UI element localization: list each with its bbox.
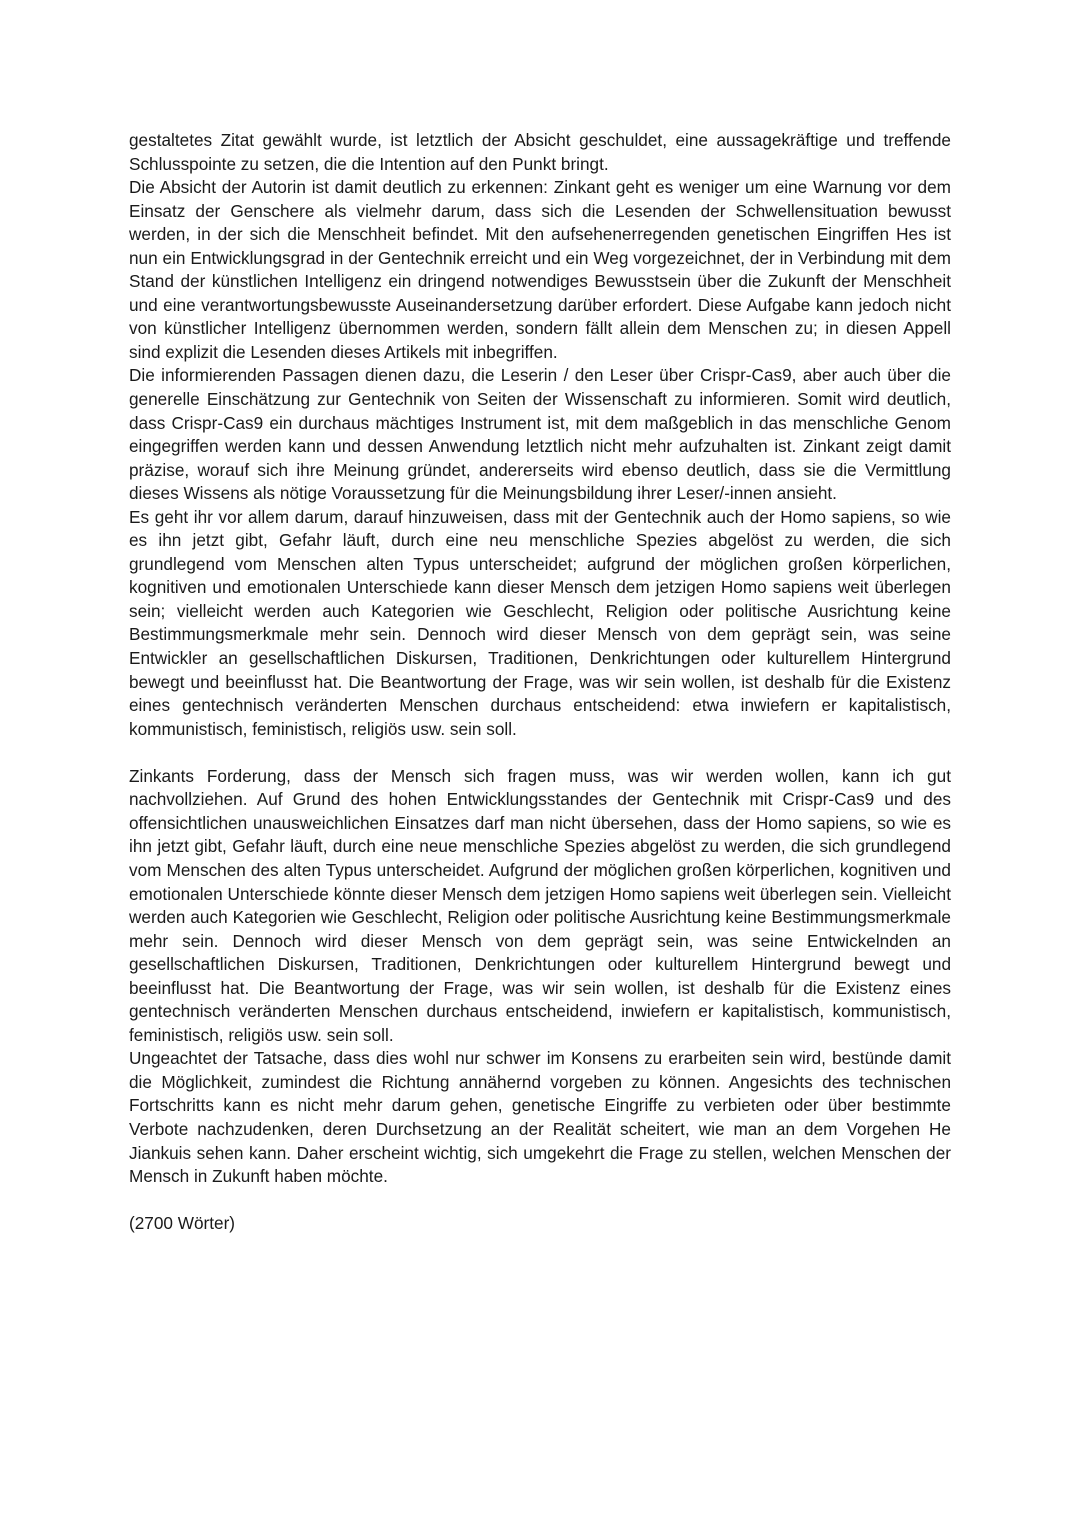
paragraph-homo-sapiens: Es geht ihr vor allem darum, darauf hinzuweisen, dass mit der Gentechnik auch der Homo sapiens, so wie es ihn jetzt gibt, Gefahr läuft, durch eine neu menschliche Spezies abgelöst zu werden, die sich grundlegend vom Menschen alten Typus unterscheidet; aufgrund der möglichen großen körperlichen, kognitiven und emotionalen Unterschiede kann dieser Mensch dem jetzigen Homo sapiens weit überlegen sein; vielleicht werden auch Kategorien wie Geschlecht, Religion oder politische Ausrichtung keine Bestimmungsmerkmale mehr sein. Dennoch wird dieser Mensch von dem geprägt sein, was seine Entwickler an gesellschaftlichen Diskursen, Traditionen, Denkrichtungen oder kulturellem Hintergrund bewegt und beeinflusst hat. Die Beantwortung der Frage, was wir sein wollen, ist deshalb für die Existenz eines gentechnisch veränderten Menschen durchaus entscheidend: etwa inwiefern er kapitalistisch, kommunistisch, feministisch, religiös usw. sein soll. bbox=[129, 506, 951, 739]
paragraph-author-intention: Die Absicht der Autorin ist damit deutlich zu erkennen: Zinkant geht es weniger um eine Warnung vor dem Einsatz der Genschere als vielmehr darum, dass sich die Lesenden der Schwellensituation bewusst werden, in der sich die Menschheit befindet. Mit den aufsehenerregenden genetischen Eingriffen Hes ist nun ein Entwicklungsgrad in der Gentechnik erreicht und ein Weg vorgezeichnet, der in Verbindung mit dem Stand der künstlichen Intelligenz ein dringend notwendiges Bewusstsein über die Zukunft der Menschheit und eine verantwortungsbewusste Auseinandersetzung darüber erfordert. Diese Aufgabe kann jedoch nicht von künstlicher Intelligenz übernommen werden, sondern fällt allein dem Menschen zu; in diesen Appell sind explizit die Lesenden dieses Artikels mit inbegriffen. bbox=[129, 177, 951, 362]
paragraph-informative-passages: Die informierenden Passagen dienen dazu, die Leserin / den Leser über Crispr-Cas9, aber auch über die generelle Einschätzung zur Gentechnik von Seiten der Wissenschaft zu informieren. Somit wird deutlich, dass Crispr-Cas9 ein durchaus mächtiges Instrument ist, mit dem maßgeblich in das menschliche Genom eingegriffen werden kann und dessen Anwendung letztlich nicht mehr aufzuhalten ist. Zinkant zeigt damit präzise, worauf sich ihre Meinung gründet, andererseits wird ebenso deutlich, dass sie die Vermittlung dieses Wissens als nötige Voraussetzung für die Meinungsbildung ihrer Leser/-innen ansieht. bbox=[129, 365, 951, 504]
word-count: (2700 Wörter) bbox=[129, 1213, 236, 1234]
paragraph-conclusion: Ungeachtet der Tatsache, dass dies wohl nur schwer im Konsens zu erarbeiten sein wird, bestünde damit die Möglichkeit, zumindest die Richtung annähernd vorgeben zu können. Angesichts des technischen Fortschritts kann es nicht mehr darum gehen, genetische Eingriffe zu verbieten oder über bestimmte Verbote nachzudenken, deren Durchsetzung an der Realität scheitert, wie man an dem Vorgehen He Jiankuis sehen kann. Daher erscheint wichtig, sich umgekehrt die Frage zu stellen, welchen Menschen der Mensch in Zukunft haben möchte. bbox=[129, 1048, 951, 1187]
paragraph-intro-conclusion: gestaltetes Zitat gewählt wurde, ist letztlich der Absicht geschuldet, eine aussagekräftige und treffende Schlusspointe zu setzen, die die Intention auf den Punkt bringt. bbox=[129, 130, 951, 174]
document-body bbox=[129, 129, 951, 1236]
paragraph-own-opinion: Zinkants Forderung, dass der Mensch sich fragen muss, was wir werden wollen, kann ich gut nachvollziehen. Auf Grund des hohen Entwicklungsstandes der Gentechnik mit Crispr-Cas9 und des offensichtlichen unausweichlichen Einsatzes darf man nicht übersehen, dass der Homo sapiens, so wie es ihn jetzt gibt, Gefahr läuft, durch eine neue menschliche Spezies abgelöst zu werden, die sich grundlegend vom Menschen des alten Typus unterscheidet. Aufgrund der möglichen großen körperlichen, kognitiven und emotionalen Unterschiede könnte dieser Mensch dem jetzigen Homo sapiens weit überlegen sein. Vielleicht werden auch Kategorien wie Geschlecht, Religion oder politische Ausrichtung keine Bestimmungsmerkmale mehr sein. Dennoch wird dieser Mensch von dem geprägt sein, was seine Entwickelnden an gesellschaftlichen Diskursen, Traditionen, Denkrichtungen oder kulturellem Hintergrund bewegt und beeinflusst hat. Die Beantwortung der Frage, was wir sein wollen, ist deshalb für die Existenz eines gentechnisch veränderten Menschen durchaus entscheidend, inwiefern er kapitalistisch, kommunistisch, feministisch, religiös usw. sein soll. bbox=[129, 765, 951, 1045]
